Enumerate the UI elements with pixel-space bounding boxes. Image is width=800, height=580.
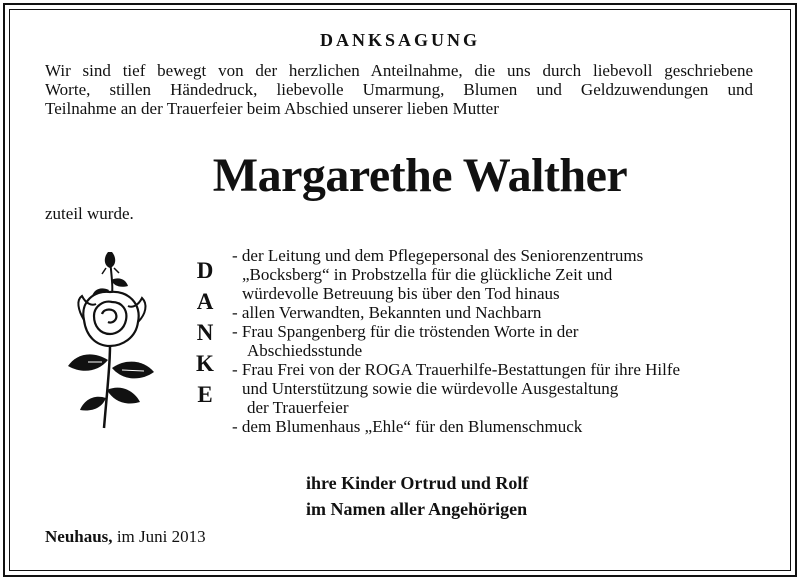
- thanks-line: - Frau Frei von der ROGA Trauerhilfe-Bestattungen für ihre Hilfe: [232, 360, 681, 379]
- intro-line: Teilnahme an der Trauerfeier beim Abschied unserer lieben Mutter: [45, 99, 499, 118]
- danke-letter: N: [196, 320, 214, 345]
- intro-line: Worte, stillen Händedruck, liebevolle Umarmung, Blumen und Geldzuwendungen und: [45, 80, 753, 99]
- thanks-line: - allen Verwandten, Bekannten und Nachbarn: [232, 303, 542, 322]
- danke-letter: D: [196, 258, 214, 283]
- closing-phrase: zuteil wurde.: [45, 204, 134, 223]
- place-date: [45, 527, 206, 547]
- intro-line: Wir sind tief bewegt von der herzlichen Anteilnahme, die uns durch liebevoll geschriebene: [45, 61, 753, 80]
- intro-text: [45, 61, 753, 118]
- thanks-item: [232, 303, 762, 322]
- signature-line: ihre Kinder Ortrud und Rolf: [306, 473, 529, 493]
- thanks-item: [232, 360, 762, 417]
- signature-line: im Namen aller Angehörigen: [306, 499, 528, 519]
- deceased-name: Margarethe Walther: [212, 149, 628, 202]
- thanks-item: [232, 322, 762, 360]
- danke-letter: K: [196, 351, 214, 376]
- date: im Juni 2013: [116, 527, 206, 546]
- thanks-list: [232, 246, 762, 436]
- thanks-line: - Frau Spangenberg für die tröstenden Worte in der: [232, 322, 579, 341]
- danke-letter: A: [196, 289, 214, 314]
- signature: [306, 470, 528, 522]
- rose-icon: [62, 250, 162, 430]
- danke-letter: E: [197, 382, 213, 407]
- thanks-line: Abschiedsstunde: [247, 341, 363, 360]
- danke-letters: [192, 255, 218, 410]
- thanks-line: würdevolle Betreuung bis über den Tod hinaus: [242, 284, 560, 303]
- thanks-line: „Bocksberg“ in Probstzella für die glückliche Zeit und: [242, 265, 613, 284]
- thanks-line: - der Leitung und dem Pflegepersonal des Seniorenzentrums: [232, 246, 644, 265]
- place: Neuhaus,: [45, 527, 113, 546]
- thanks-line: der Trauerfeier: [247, 398, 349, 417]
- thanks-line: und Unterstützung sowie die würdevolle Ausgestaltung: [242, 379, 619, 398]
- heading: DANKSAGUNG: [319, 30, 480, 50]
- thanks-item: [232, 417, 762, 436]
- thanks-line: - dem Blumenhaus „Ehle“ für den Blumenschmuck: [232, 417, 583, 436]
- thanks-item: [232, 246, 762, 303]
